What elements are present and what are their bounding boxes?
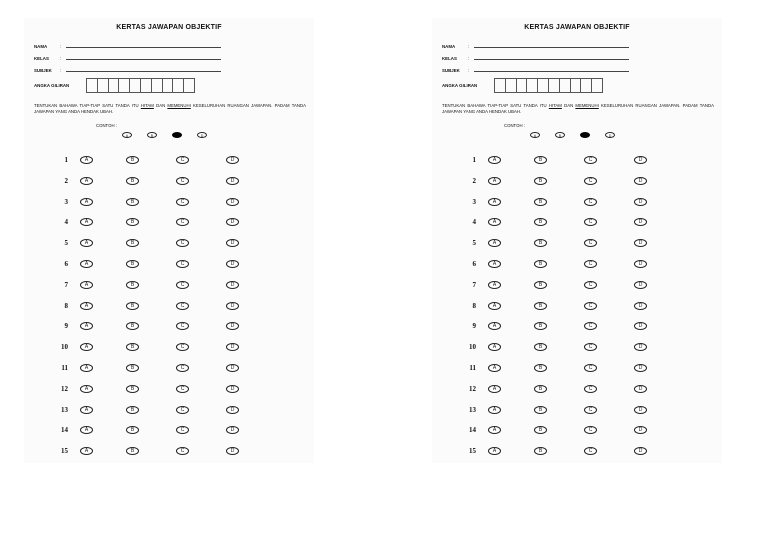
angka-giliran-box[interactable] [592, 79, 602, 92]
answer-bubble-c[interactable]: C [584, 218, 597, 226]
instruction-text-1: TENTUKAN BAHAWA TIAP-TIAP SATU TANDA ITU [34, 103, 141, 108]
answer-bubble-b[interactable]: B [534, 239, 547, 247]
answer-bubble-b[interactable]: B [534, 281, 547, 289]
kelas-colon: : [468, 56, 470, 61]
instruction-memenuhi: MEMENUHI [575, 103, 599, 108]
answer-bubble-b[interactable]: B [126, 364, 139, 372]
question-number: 15 [61, 447, 68, 456]
answer-bubble-c[interactable]: C [584, 156, 597, 164]
answer-bubble-d[interactable]: D [634, 364, 647, 372]
answer-bubble-d[interactable]: D [226, 343, 239, 351]
angka-giliran-box[interactable] [506, 79, 517, 92]
answer-bubble-b[interactable]: B [126, 177, 139, 185]
example-bubble-d: D [197, 132, 207, 138]
instruction-text-2: KESELURUHAN RUANGAN JAWAPAN. PADAM TANDA JAWAPAN YANG ANDA HENDAK UBAH. [442, 103, 714, 114]
answer-bubble-a[interactable]: A [80, 343, 93, 351]
nama-field[interactable] [34, 44, 221, 49]
answer-bubble-d[interactable]: D [634, 385, 647, 393]
question-number: 4 [472, 218, 476, 227]
answer-bubble-d[interactable]: D [634, 406, 647, 414]
answer-bubble-d[interactable]: D [226, 281, 239, 289]
example-bubble-b: B [555, 132, 565, 138]
question-number: 1 [64, 156, 68, 164]
answer-bubble-b[interactable]: B [534, 198, 547, 206]
answer-bubble-a[interactable]: A [80, 364, 93, 372]
nama-line[interactable] [66, 47, 221, 48]
question-number: 13 [469, 405, 476, 414]
answer-bubble-d[interactable]: D [226, 260, 239, 268]
kelas-line[interactable] [66, 59, 221, 60]
answer-bubble-c[interactable]: C [176, 447, 189, 455]
angka-giliran-box[interactable] [517, 79, 528, 92]
answer-bubble-a[interactable]: A [488, 260, 501, 268]
answer-bubble-a[interactable]: A [80, 198, 93, 206]
question-number: 14 [61, 426, 68, 435]
nama-line[interactable] [474, 47, 629, 48]
nama-colon: : [468, 44, 470, 49]
answer-bubble-c[interactable]: C [584, 198, 597, 206]
answer-bubble-a[interactable]: A [488, 447, 501, 455]
answer-bubble-d[interactable]: D [634, 281, 647, 289]
question-number: 11 [61, 363, 68, 372]
example-bubble-b: B [147, 132, 157, 138]
answer-sheet-right [432, 18, 722, 463]
answer-bubble-a[interactable]: A [488, 239, 501, 247]
kelas-label: KELAS [442, 56, 457, 61]
nama-field[interactable] [442, 44, 629, 49]
instructions [34, 103, 306, 114]
question-number: 3 [64, 197, 68, 206]
angka-giliran-box[interactable] [549, 79, 560, 92]
answer-bubble-d[interactable]: D [226, 385, 239, 393]
answer-bubble-a[interactable]: A [488, 281, 501, 289]
answer-bubble-d[interactable]: D [226, 156, 239, 164]
subjek-label: SUBJEK [34, 68, 52, 73]
question-number: 5 [64, 239, 68, 248]
angka-giliran-box[interactable] [571, 79, 582, 92]
angka-giliran-label: ANGKA GILIRAN [34, 83, 70, 88]
answer-bubble-a[interactable]: A [488, 198, 501, 206]
example-bubble-d: D [605, 132, 615, 138]
example-bubble-c [580, 132, 590, 138]
sheet-title: KERTAS JAWAPAN OBJEKTIF [116, 24, 222, 31]
answer-bubble-b[interactable]: B [126, 406, 139, 414]
answer-bubble-c[interactable]: C [584, 260, 597, 268]
answer-bubble-d[interactable]: D [634, 302, 647, 310]
question-number: 3 [472, 197, 476, 206]
answer-bubble-c[interactable]: C [584, 239, 597, 247]
answer-bubble-a[interactable]: A [80, 302, 93, 310]
answer-bubble-a[interactable]: A [488, 302, 501, 310]
answer-bubble-a[interactable]: A [80, 260, 93, 268]
subjek-line[interactable] [474, 71, 629, 72]
answer-bubble-a[interactable]: A [488, 343, 501, 351]
answer-bubble-b[interactable]: B [126, 281, 139, 289]
answer-bubble-c[interactable]: C [584, 322, 597, 330]
kelas-colon: : [60, 56, 62, 61]
answer-bubble-a[interactable]: A [488, 322, 501, 330]
contoh-label: CONTOH : [96, 123, 117, 128]
angka-giliran-box[interactable] [495, 79, 506, 92]
question-number: 7 [64, 280, 68, 289]
answer-bubble-c[interactable]: C [176, 177, 189, 185]
answer-bubble-d[interactable]: D [634, 322, 647, 330]
question-number: 12 [61, 384, 68, 393]
angka-giliran-box[interactable] [560, 79, 571, 92]
answer-bubble-c[interactable]: C [176, 260, 189, 268]
angka-giliran-box[interactable] [109, 79, 120, 92]
answer-bubble-d[interactable]: D [634, 239, 647, 247]
angka-giliran-box[interactable] [527, 79, 538, 92]
angka-giliran-box[interactable] [87, 79, 98, 92]
answer-sheet-left [24, 18, 314, 463]
answer-bubble-d[interactable]: D [634, 343, 647, 351]
answer-bubble-b[interactable]: B [534, 322, 547, 330]
question-number: 2 [64, 176, 68, 185]
answer-bubble-c[interactable]: C [584, 447, 597, 455]
question-number: 9 [472, 322, 476, 331]
subjek-field[interactable] [34, 68, 221, 73]
question-number: 4 [64, 218, 68, 227]
answer-bubble-d[interactable]: D [226, 177, 239, 185]
answer-bubble-d[interactable]: D [634, 177, 647, 185]
answer-bubble-d[interactable]: D [226, 364, 239, 372]
kelas-field[interactable] [442, 56, 629, 61]
answer-bubble-c[interactable]: C [584, 177, 597, 185]
question-number: 6 [64, 259, 68, 268]
answer-bubble-d[interactable]: D [226, 426, 239, 434]
answer-bubble-b[interactable]: B [126, 322, 139, 330]
instruction-memenuhi: MEMENUHI [167, 103, 191, 108]
example-bubbles [122, 132, 207, 138]
answer-bubble-a[interactable]: A [488, 385, 501, 393]
angka-giliran-box[interactable] [98, 79, 109, 92]
subjek-field[interactable] [442, 68, 629, 73]
question-number: 10 [469, 343, 476, 352]
answer-bubble-b[interactable]: B [126, 302, 139, 310]
answer-bubble-a[interactable]: A [488, 364, 501, 372]
answer-bubble-a[interactable]: A [80, 447, 93, 455]
nama-label: NAMA [34, 44, 48, 49]
answer-bubble-d[interactable]: D [634, 198, 647, 206]
subjek-line[interactable] [66, 71, 221, 72]
answer-bubble-c[interactable]: C [176, 156, 189, 164]
answer-bubble-d[interactable]: D [226, 239, 239, 247]
answer-bubble-c[interactable]: C [584, 385, 597, 393]
subjek-colon: : [60, 68, 62, 73]
answer-bubble-d[interactable]: D [634, 156, 647, 164]
answer-bubble-d[interactable]: D [226, 218, 239, 226]
question-number: 7 [472, 280, 476, 289]
answer-bubble-d[interactable]: D [226, 198, 239, 206]
answer-bubble-b[interactable]: B [126, 343, 139, 351]
answer-bubble-b[interactable]: B [534, 343, 547, 351]
angka-giliran-box[interactable] [173, 79, 184, 92]
instruction-text-2: KESELURUHAN RUANGAN JAWAPAN. PADAM TANDA JAWAPAN YANG ANDA HENDAK UBAH. [34, 103, 306, 114]
answer-bubble-d[interactable]: D [226, 322, 239, 330]
answer-bubble-c[interactable]: C [176, 322, 189, 330]
answer-bubble-a[interactable]: A [80, 406, 93, 414]
angka-giliran-boxes[interactable] [86, 78, 195, 93]
answer-bubble-a[interactable]: A [80, 156, 93, 164]
answer-bubble-d[interactable]: D [634, 260, 647, 268]
instruction-hitam: HITAM [548, 103, 562, 108]
angka-giliran-box[interactable] [184, 79, 194, 92]
angka-giliran-box[interactable] [152, 79, 163, 92]
question-number: 14 [469, 426, 476, 435]
answer-bubble-c[interactable]: C [176, 281, 189, 289]
kelas-field[interactable] [34, 56, 221, 61]
answer-bubble-c[interactable]: C [176, 406, 189, 414]
answer-bubble-b[interactable]: B [126, 260, 139, 268]
question-number: 1 [472, 156, 476, 164]
instruction-dan: DAN [561, 103, 576, 108]
kelas-line[interactable] [474, 59, 629, 60]
answer-bubble-b[interactable]: B [126, 198, 139, 206]
instruction-text-1: TENTUKAN BAHAWA TIAP-TIAP SATU TANDA ITU [442, 103, 549, 108]
answer-bubble-a[interactable]: A [488, 218, 501, 226]
answer-bubble-d[interactable]: D [634, 218, 647, 226]
angka-giliran-box[interactable] [163, 79, 174, 92]
answer-bubble-a[interactable]: A [80, 281, 93, 289]
answer-bubble-c[interactable]: C [176, 364, 189, 372]
sheet-title: KERTAS JAWAPAN OBJEKTIF [524, 24, 630, 31]
angka-giliran-label: ANGKA GILIRAN [442, 83, 478, 88]
answer-bubble-b[interactable]: B [534, 218, 547, 226]
answer-bubble-a[interactable]: A [80, 322, 93, 330]
answer-bubble-a[interactable]: A [488, 426, 501, 434]
angka-giliran-box[interactable] [141, 79, 152, 92]
subjek-colon: : [468, 68, 470, 73]
answer-bubble-b[interactable]: B [126, 218, 139, 226]
answer-bubble-c[interactable]: C [176, 385, 189, 393]
answer-bubble-c[interactable]: C [584, 426, 597, 434]
example-bubble-c [172, 132, 182, 138]
instruction-dan: DAN [153, 103, 168, 108]
answer-bubble-a[interactable]: A [80, 385, 93, 393]
angka-giliran-boxes[interactable] [494, 78, 603, 93]
answer-bubble-c[interactable]: C [584, 406, 597, 414]
question-number: 9 [64, 322, 68, 331]
answer-bubble-a[interactable]: A [488, 156, 501, 164]
question-number: 6 [472, 259, 476, 268]
answer-bubble-b[interactable]: B [534, 177, 547, 185]
answer-bubble-a[interactable]: A [488, 177, 501, 185]
answer-bubble-b[interactable]: B [534, 364, 547, 372]
instructions [442, 103, 714, 114]
answer-bubble-c[interactable]: C [176, 239, 189, 247]
answer-bubble-b[interactable]: B [126, 447, 139, 455]
answer-bubble-b[interactable]: B [534, 156, 547, 164]
answer-bubble-b[interactable]: B [534, 385, 547, 393]
question-number: 15 [469, 447, 476, 456]
answer-bubble-c[interactable]: C [176, 302, 189, 310]
instruction-hitam: HITAM [140, 103, 154, 108]
question-number: 8 [472, 301, 476, 310]
answer-bubble-d[interactable]: D [226, 302, 239, 310]
nama-label: NAMA [442, 44, 456, 49]
answer-bubble-b[interactable]: B [126, 156, 139, 164]
subjek-label: SUBJEK [442, 68, 460, 73]
answer-bubble-a[interactable]: A [80, 239, 93, 247]
answer-bubble-d[interactable]: D [226, 447, 239, 455]
answer-bubble-c[interactable]: C [584, 343, 597, 351]
answer-bubble-b[interactable]: B [534, 426, 547, 434]
answer-bubble-a[interactable]: A [80, 218, 93, 226]
question-number: 2 [472, 176, 476, 185]
answer-bubble-d[interactable]: D [226, 406, 239, 414]
answer-bubble-c[interactable]: C [176, 426, 189, 434]
answer-bubble-c[interactable]: C [176, 343, 189, 351]
answer-bubble-b[interactable]: B [534, 447, 547, 455]
answer-bubble-c[interactable]: C [584, 364, 597, 372]
angka-giliran-box[interactable] [119, 79, 130, 92]
answer-bubble-c[interactable]: C [584, 281, 597, 289]
example-bubble-a: A [122, 132, 132, 138]
answer-bubble-a[interactable]: A [488, 406, 501, 414]
answer-bubble-b[interactable]: B [126, 426, 139, 434]
answer-bubble-c[interactable]: C [584, 302, 597, 310]
example-bubbles [530, 132, 615, 138]
answer-bubble-b[interactable]: B [126, 239, 139, 247]
question-number: 11 [469, 363, 476, 372]
answer-bubble-b[interactable]: B [126, 385, 139, 393]
answer-bubble-d[interactable]: D [634, 426, 647, 434]
angka-giliran-box[interactable] [538, 79, 549, 92]
nama-colon: : [60, 44, 62, 49]
angka-giliran-box[interactable] [581, 79, 592, 92]
question-number: 10 [61, 343, 68, 352]
question-number: 5 [472, 239, 476, 248]
answer-bubble-c[interactable]: C [176, 198, 189, 206]
answer-bubble-b[interactable]: B [534, 406, 547, 414]
question-number: 12 [469, 384, 476, 393]
kelas-label: KELAS [34, 56, 49, 61]
answer-bubble-d[interactable]: D [634, 447, 647, 455]
example-bubble-a: A [530, 132, 540, 138]
question-number: 8 [64, 301, 68, 310]
question-number: 13 [61, 405, 68, 414]
answer-bubble-a[interactable]: A [80, 177, 93, 185]
answer-bubble-b[interactable]: B [534, 260, 547, 268]
contoh-label: CONTOH : [504, 123, 525, 128]
angka-giliran-box[interactable] [130, 79, 141, 92]
answer-bubble-a[interactable]: A [80, 426, 93, 434]
answer-bubble-c[interactable]: C [176, 218, 189, 226]
answer-bubble-b[interactable]: B [534, 302, 547, 310]
